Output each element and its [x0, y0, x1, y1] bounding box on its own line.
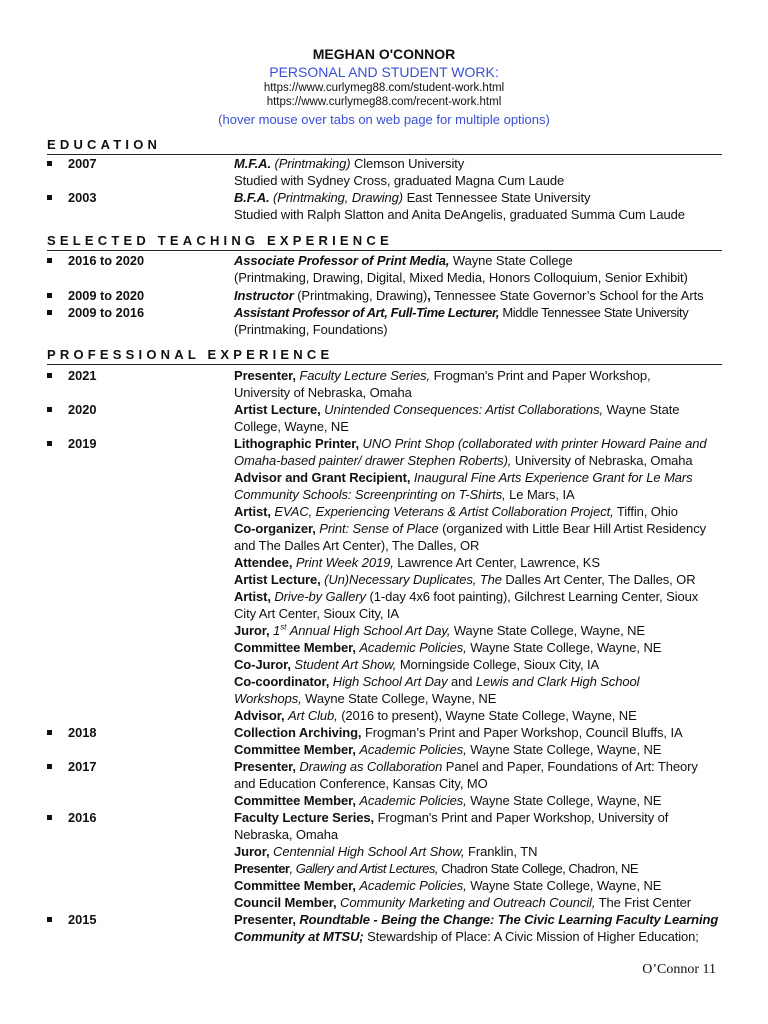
entry-line — [234, 775, 488, 792]
text-run: City Art Center, Sioux City, IA — [234, 606, 399, 621]
entry-line — [234, 724, 683, 741]
text-run: Omaha-based painter/ drawer Stephen Roberts), — [234, 453, 512, 468]
bullet-icon — [47, 407, 52, 412]
text-run: (Printmaking, Drawing) — [297, 288, 428, 303]
text-run: Artist Lecture, — [234, 402, 321, 417]
text-run: Co-coordinator, — [234, 674, 330, 689]
text-run: East Tennessee State University — [406, 190, 591, 205]
text-run: Academic Policies, — [359, 742, 467, 757]
entry-line: (Printmaking, Foundations) — [234, 322, 388, 337]
entry-line — [234, 520, 706, 537]
entry-line — [234, 622, 645, 639]
text-run: Committee Member, — [234, 878, 356, 893]
text-run: Middle Tennessee State University — [502, 305, 689, 320]
entry-line — [234, 843, 537, 860]
text-run: M.F.A. — [234, 156, 271, 171]
text-run: Foundations of Art: Theory — [547, 759, 698, 774]
text-run: Community Marketing and Outreach Council, — [340, 895, 596, 910]
page-footer: O’Connor 11 — [642, 962, 716, 977]
text-run: (Printmaking) — [274, 156, 351, 171]
text-run: Frogman's Print and Paper Workshop, University of — [377, 810, 669, 825]
text-run: Nebraska, Omaha — [234, 827, 338, 842]
text-run: Committee Member, — [234, 793, 356, 808]
text-run: Faculty Lecture Series, — [299, 368, 431, 383]
entry-line — [234, 155, 464, 172]
text-run: Academic Policies, — [359, 793, 467, 808]
entry-year: 2021 — [68, 368, 97, 383]
entry-year: 2018 — [68, 725, 97, 740]
bullet-icon — [47, 917, 52, 922]
entry-line — [234, 401, 679, 418]
text-run: Print: Sense of Place — [319, 521, 439, 536]
text-run: Frogman’s Print and Paper Workshop, Council Bluffs, IA — [364, 725, 683, 740]
text-run: Lewis and Clark High School — [475, 674, 640, 689]
text-run: University of Nebraska, Omaha — [514, 453, 693, 468]
text-run: and Education Conference, Kansas City, MO — [234, 776, 488, 791]
entry-line — [234, 367, 651, 384]
text-run: Wayne State College — [452, 253, 573, 268]
text-run: Academic Policies, — [359, 878, 467, 893]
entry-year: 2009 to 2016 — [68, 305, 145, 320]
text-run: Committee Member, — [234, 742, 356, 757]
author-name: MEGHAN O'CONNOR — [312, 46, 456, 62]
text-run: Community Schools: Screenprinting on T-Shirts, — [234, 487, 506, 502]
text-run: Collection Archiving, — [234, 725, 362, 740]
text-run: , Gallery and Artist Lectures, — [289, 861, 439, 876]
text-run: Tennessee State Governor’s School for the Arts — [434, 288, 704, 303]
bullet-icon — [47, 195, 52, 200]
entry-line — [234, 537, 479, 554]
entry-line — [234, 690, 496, 707]
text-run: Chadron State College, Chadron, NE — [441, 861, 639, 876]
entry-year: 2019 — [68, 436, 97, 451]
section-professional: PROFESSIONAL EXPERIENCE — [47, 347, 334, 362]
text-run: EVAC, Experiencing Veterans & Artist Collaboration Project, — [274, 504, 614, 519]
text-run: 1 — [273, 623, 281, 638]
text-run: Art Club, — [288, 708, 338, 723]
resume-header — [0, 45, 768, 128]
section-teaching: SELECTED TEACHING EXPERIENCE — [47, 233, 393, 248]
entry-line — [234, 503, 678, 520]
text-run: Panel and Paper, — [445, 759, 544, 774]
text-run: Roundtable - Being the Change: The Civic Learning Faculty Learning — [299, 912, 719, 927]
text-run: Co-organizer, — [234, 521, 316, 536]
text-run: Annual High School Art Day, — [289, 623, 451, 638]
text-run: The Frist Center — [598, 895, 691, 910]
bullet-icon — [47, 258, 52, 263]
entry-line — [234, 826, 338, 843]
entry-line — [234, 639, 661, 656]
entry-line — [234, 588, 698, 605]
text-run: Le Mars, IA — [509, 487, 575, 502]
text-run: Inaugural Fine Arts Experience Grant for Le Mars — [413, 470, 693, 485]
text-run: Unintended Consequences: Artist Collaborations, — [324, 402, 603, 417]
text-run: Wayne State College, Wayne, NE — [453, 623, 645, 638]
text-run: (Printmaking, Drawing) — [273, 190, 404, 205]
text-run: Faculty Lecture Series, — [234, 810, 375, 825]
text-run: Assistant Professor of Art, Full-Time Lecturer, — [234, 305, 500, 320]
text-run: Wayne State College, Wayne, NE — [470, 793, 662, 808]
entry-line: (Printmaking, Drawing, Digital, Mixed Media, Honors Colloquium, Senior Exhibit) — [234, 270, 688, 285]
text-run: st — [280, 622, 287, 632]
entry-year: 2020 — [68, 402, 97, 417]
text-run: Academic Policies, — [359, 640, 467, 655]
text-run: College, Wayne, NE — [234, 419, 349, 434]
entry-line — [234, 486, 575, 503]
text-run: Morningside College, Sioux City, IA — [399, 657, 600, 672]
entry-year: 2017 — [68, 759, 97, 774]
entry-line — [234, 252, 573, 269]
recent-work-link[interactable]: https://www.curlymeg88.com/recent-work.html — [266, 96, 502, 108]
bullet-icon — [47, 730, 52, 735]
text-run: Wayne State College, Wayne, NE — [470, 640, 662, 655]
text-run: (2016 to present), Wayne State College, Wayne, NE — [341, 708, 637, 723]
entry-year: 2016 to 2020 — [68, 253, 145, 268]
entry-line — [234, 452, 693, 469]
text-run: Presenter, — [234, 912, 296, 927]
entry-line — [234, 928, 699, 945]
entry-line — [234, 435, 706, 452]
text-run: Wayne State College, Wayne, NE — [470, 878, 662, 893]
entry-line: Studied with Ralph Slatton and Anita DeAngelis, graduated Summa Cum Laude — [234, 207, 685, 222]
entry-line — [234, 287, 704, 304]
text-run: Advisor and Grant Recipient, — [234, 470, 411, 485]
text-run: Juror, — [234, 623, 270, 638]
text-run: Juror, — [234, 844, 270, 859]
text-run: Attendee, — [234, 555, 293, 570]
text-run: Dalles Art Center, The Dalles, OR — [505, 572, 696, 587]
entry-line — [234, 469, 693, 486]
entry-line — [234, 571, 696, 588]
text-run: Student Art Show, — [294, 657, 397, 672]
text-run: (1-day 4x6 foot painting), Gilchrest Learning Center, Sioux — [369, 589, 699, 604]
section-rule — [47, 250, 722, 251]
entry-year: 2016 — [68, 810, 97, 825]
text-run: Council Member, — [234, 895, 337, 910]
text-run: Presenter, — [234, 368, 296, 383]
text-run: and The Dalles Art Center), The Dalles, OR — [234, 538, 480, 553]
text-run: Workshops, — [234, 691, 302, 706]
text-run: High School Art Day — [332, 674, 448, 689]
bullet-icon — [47, 310, 52, 315]
bullet-icon — [47, 373, 52, 378]
text-run: (Un)Necessary Duplicates, The — [324, 572, 502, 587]
entry-line — [234, 605, 399, 622]
section-rule — [47, 364, 722, 365]
text-run: UNO Print Shop (collaborated with printer Howard Paine and — [362, 436, 707, 451]
entry-line — [234, 741, 661, 758]
text-run: Community at MTSU; — [234, 929, 364, 944]
text-run: Artist, — [234, 504, 271, 519]
entry-line — [234, 758, 698, 775]
text-run: Tiffin, Ohio — [616, 504, 678, 519]
bullet-icon — [47, 161, 52, 166]
entry-line — [234, 304, 688, 321]
entry-line — [234, 911, 718, 928]
text-run: Wayne State College, Wayne, NE — [305, 691, 497, 706]
text-run: Instructor — [234, 288, 294, 303]
entry-year: 2007 — [68, 156, 97, 171]
text-run: University of Nebraska, Omaha — [234, 385, 412, 400]
text-run: Print Week 2019, — [295, 555, 394, 570]
text-run: , — [427, 288, 431, 303]
hover-note: (hover mouse over tabs on web page for multiple options) — [218, 112, 550, 127]
text-run: Clemson University — [353, 156, 465, 171]
text-run: Franklin, TN — [468, 844, 538, 859]
text-run: Wayne State College, Wayne, NE — [470, 742, 662, 757]
text-run: and — [450, 674, 473, 689]
text-run: Centennial High School Art Show, — [273, 844, 465, 859]
bullet-icon — [47, 815, 52, 820]
text-run: Frogman's Print and Paper Workshop, — [433, 368, 651, 383]
text-run: (organized with Little Bear Hill Artist Residency — [442, 521, 706, 536]
text-run: Drawing as Collaboration — [299, 759, 443, 774]
entry-line — [234, 384, 412, 401]
entry-line — [234, 877, 661, 894]
text-run: Wayne State — [606, 402, 680, 417]
text-run: Advisor, — [234, 708, 285, 723]
entry-line: Studied with Sydney Cross, graduated Magna Cum Laude — [234, 173, 565, 188]
entry-line — [234, 707, 637, 724]
bullet-icon — [47, 441, 52, 446]
entry-year: 2015 — [68, 912, 97, 927]
entry-line — [234, 554, 600, 571]
section-education: EDUCATION — [47, 137, 162, 152]
entry-line — [234, 673, 639, 690]
entry-line — [234, 189, 590, 206]
text-run: Lithographic Printer, — [234, 436, 360, 451]
text-run: Presenter — [234, 861, 290, 876]
text-run: B.F.A. — [234, 190, 270, 205]
text-run: Drive-by Gallery — [274, 589, 366, 604]
entry-line — [234, 809, 668, 826]
entry-line — [234, 656, 599, 673]
text-run: Stewardship of Place: A Civic Mission of Higher Education; — [367, 929, 699, 944]
text-run: Artist Lecture, — [234, 572, 321, 587]
entry-line — [234, 792, 661, 809]
text-run: Co-Juror, — [234, 657, 291, 672]
bullet-icon — [47, 764, 52, 769]
work-heading: PERSONAL AND STUDENT WORK: — [269, 64, 499, 80]
bullet-icon — [47, 293, 52, 298]
entry-year: 2009 to 2020 — [68, 288, 145, 303]
entry-line — [234, 418, 349, 435]
entry-year: 2003 — [68, 190, 97, 205]
text-run: Associate Professor of Print Media, — [234, 253, 450, 268]
entry-line — [234, 860, 638, 877]
student-work-link[interactable]: https://www.curlymeg88.com/student-work.html — [263, 82, 505, 94]
text-run: Committee Member, — [234, 640, 356, 655]
text-run: Presenter, — [234, 759, 296, 774]
text-run: Lawrence Art Center, Lawrence, KS — [397, 555, 600, 570]
text-run: Artist, — [234, 589, 271, 604]
entry-line — [234, 894, 691, 911]
